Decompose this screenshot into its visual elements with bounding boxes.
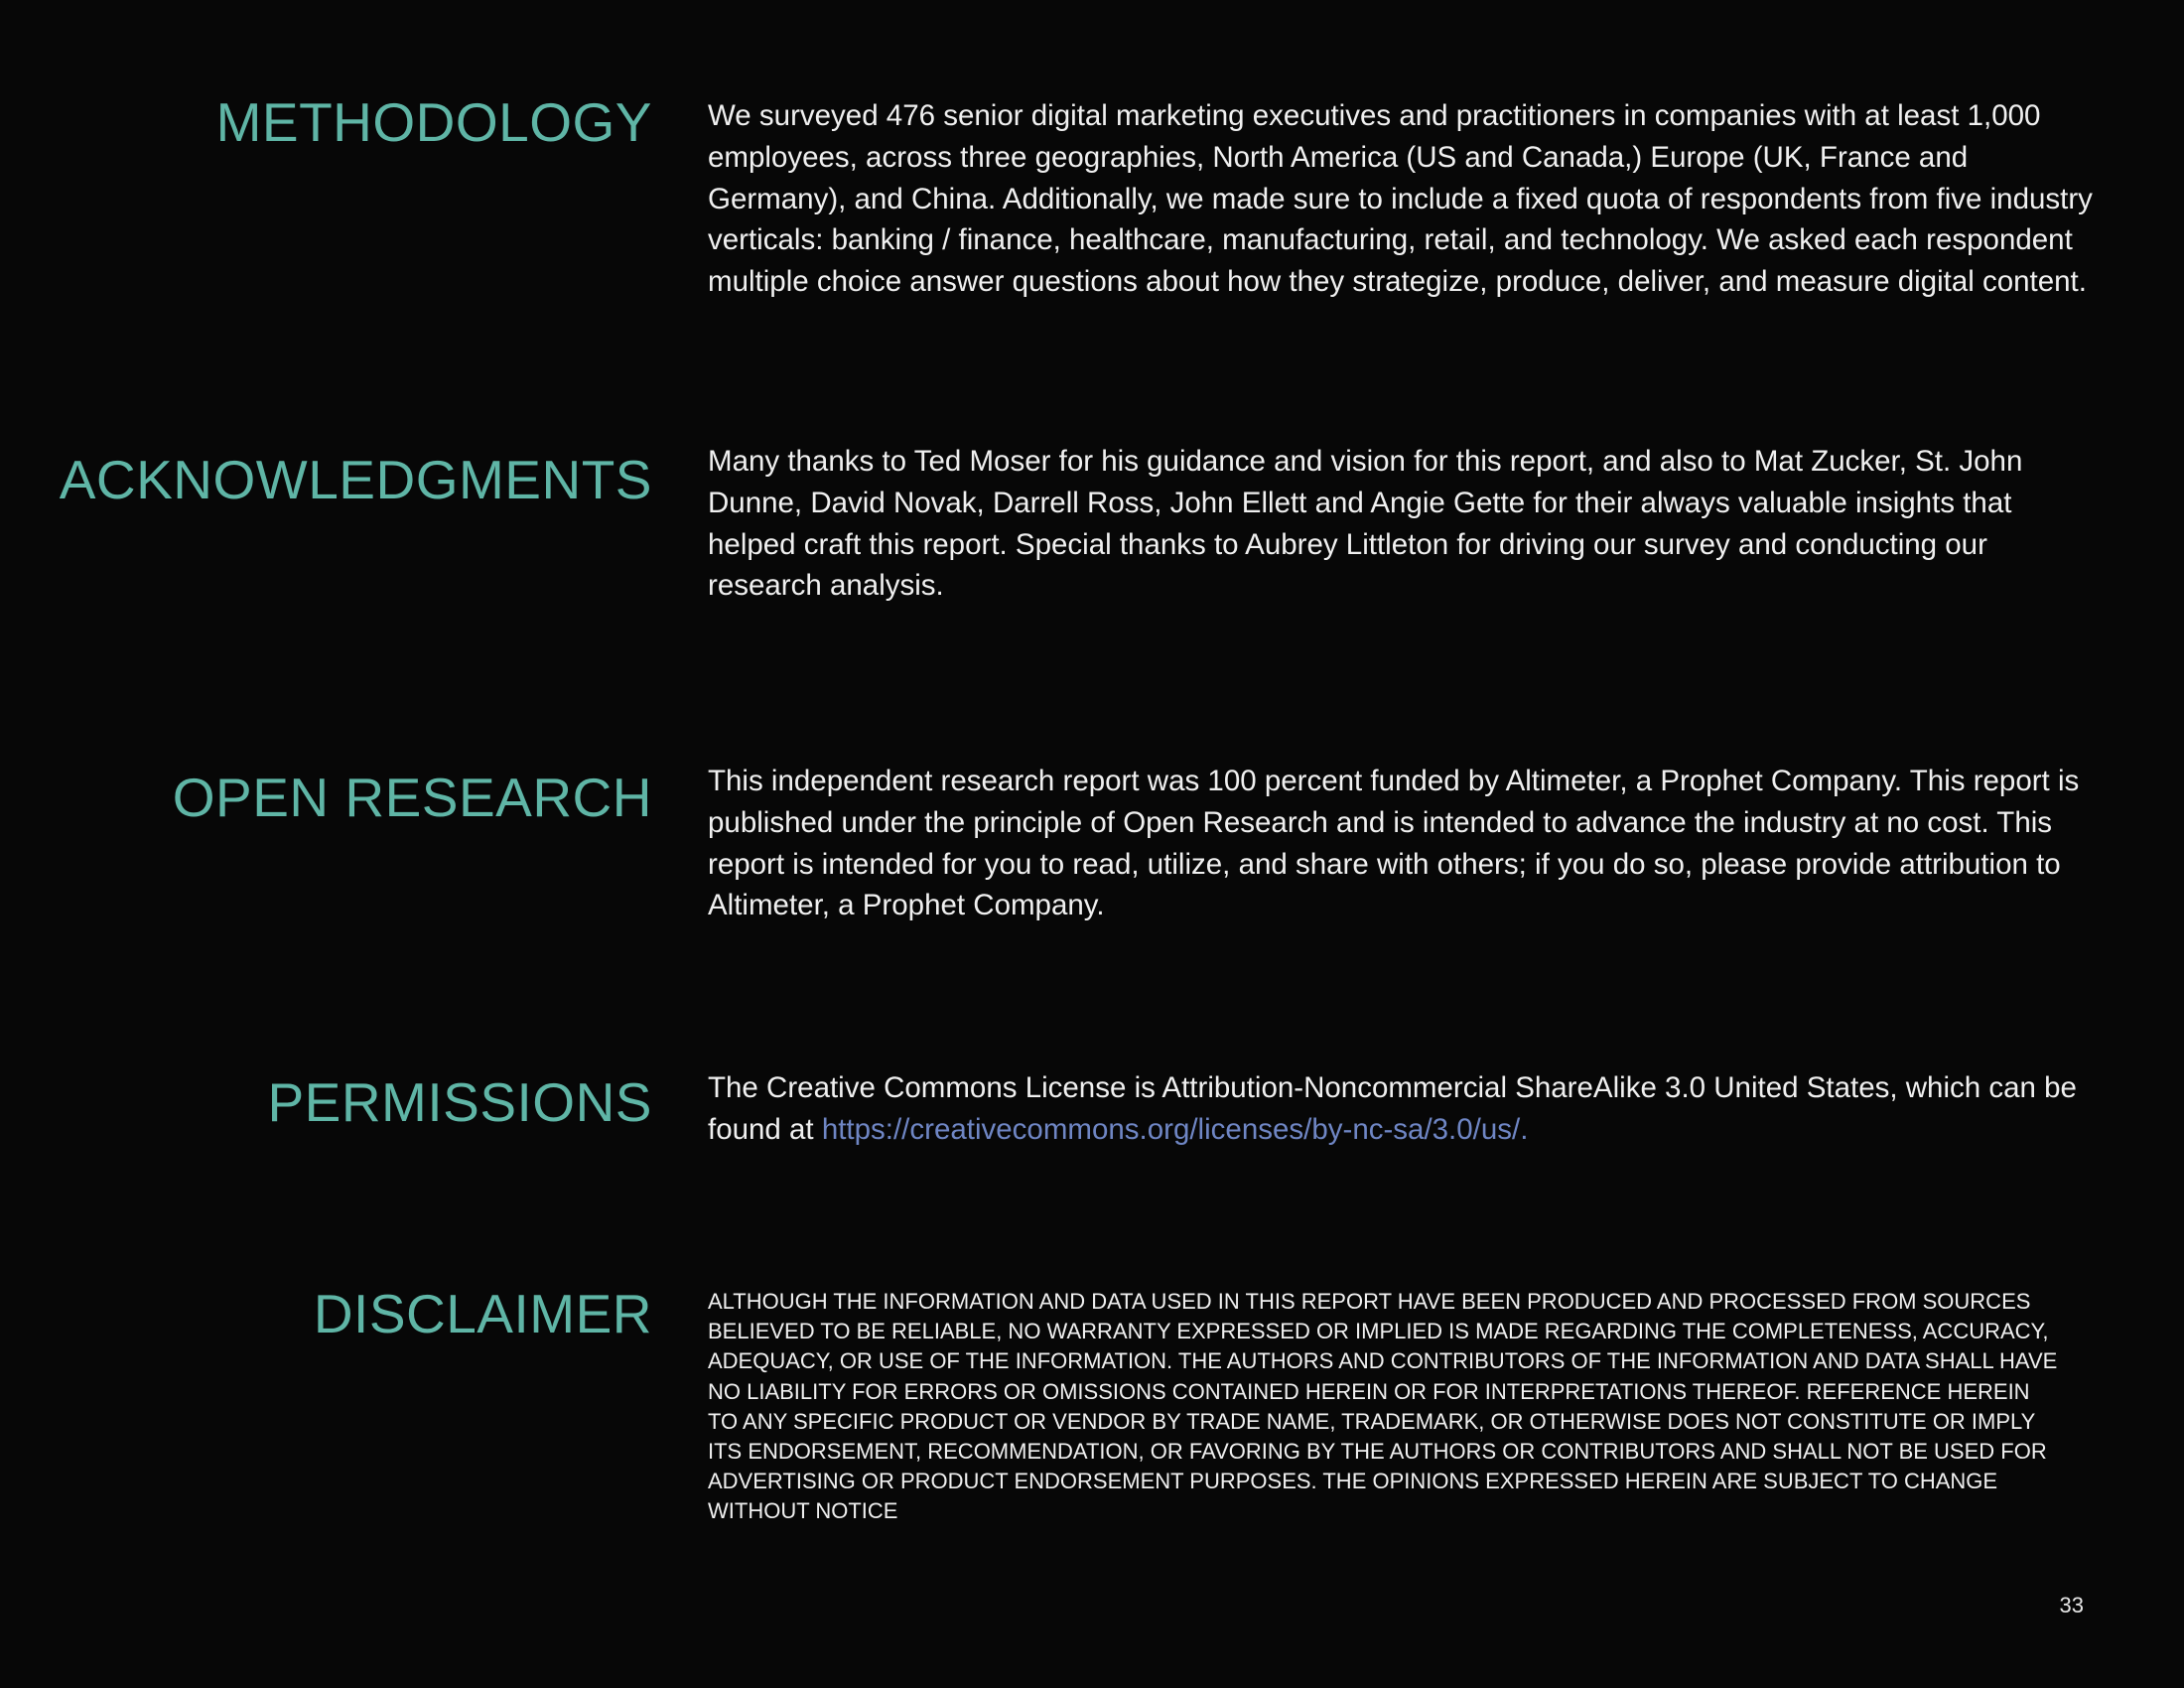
disclaimer-text: ALTHOUGH THE INFORMATION AND DATA USED IN THIS REPORT HAVE BEEN PRODUCED AND PROCESSED FROM SOURCES BELIEVED TO BE RELIABLE, NO WARRANTY EXPRESSED OR IMPLIED IS MADE REGARDING THE COMPLETENESS, ACCURACY, ADEQUACY, OR USE OF THE INFORMATION. THE AUTHORS AND CONTRIBUTORS OF THE INFORMATION AND DATA SHALL HAVE NO LIABILITY FOR ERRORS OR OMISSIONS CONTAINED HEREIN OR FOR INTERPRETATIONS THEREOF. REFERENCE HEREIN TO ANY SPECIFIC PRODUCT OR VENDOR BY TRADE NAME, TRADEMARK, OR OTHERWISE DOES NOT CONSTITUTE OR IMPLY ITS ENDORSEMENT, RECOMMENDATION, OR FAVORING BY THE AUTHORS OR CONTRIBUTORS AND SHALL NOT BE USED FOR ADVERTISING OR PRODUCT ENDORSEMENT PURPOSES. THE OPINIONS EXPRESSED HEREIN ARE SUBJECT TO CHANGE WITHOUT NOTICE [708,1289,2058,1524]
acknowledgments-heading: ACKNOWLEDGMENTS [59,449,652,510]
page-number: 33 [2059,1593,2084,1618]
permissions-heading: PERMISSIONS [267,1071,652,1133]
open-research-heading: OPEN RESEARCH [172,767,652,828]
permissions-text: The Creative Commons License is Attribution-Noncommercial ShareAlike 3.0 United States, which can be found at [708,1071,2077,1146]
methodology-heading: METHODOLOGY [215,91,652,153]
acknowledgments-text: Many thanks to Ted Moser for his guidance and vision for this report, and also to Mat Zucker, St. John Dunne, David Novak, Darrell Ross, John Ellett and Angie Gette for their always valuable insights that helped craft this report. Special thanks to Aubrey Littleton for driving our survey and conducting our research analysis. [708,445,2023,603]
license-link[interactable]: https://creativecommons.org/licenses/by-nc-sa/3.0/us/. [821,1112,1529,1146]
open-research-text: This independent research report was 100 percent funded by Altimeter, a Prophet Company. This report is published under the principle of Open Research and is intended to advance the industry at no cost. This report is intended for you to read, utilize, and share with others; if you do so, please provide attribution to Altimeter, a Prophet Company. [708,765,2080,922]
methodology-text: We surveyed 476 senior digital marketing executives and practitioners in companies with at least 1,000 employees, across three geographies, North America (US and Canada,) Europe (UK, France and Germany), and China. Additionally, we made sure to include a fixed quota of respondents from five industry verticals: banking / finance, healthcare, manufacturing, retail, and technology. We asked each respondent multiple choice answer questions about how they strategize, produce, deliver, and measure digital content. [708,99,2093,299]
disclaimer-heading: DISCLAIMER [313,1283,652,1344]
permissions-paragraph [708,1067,2098,1151]
